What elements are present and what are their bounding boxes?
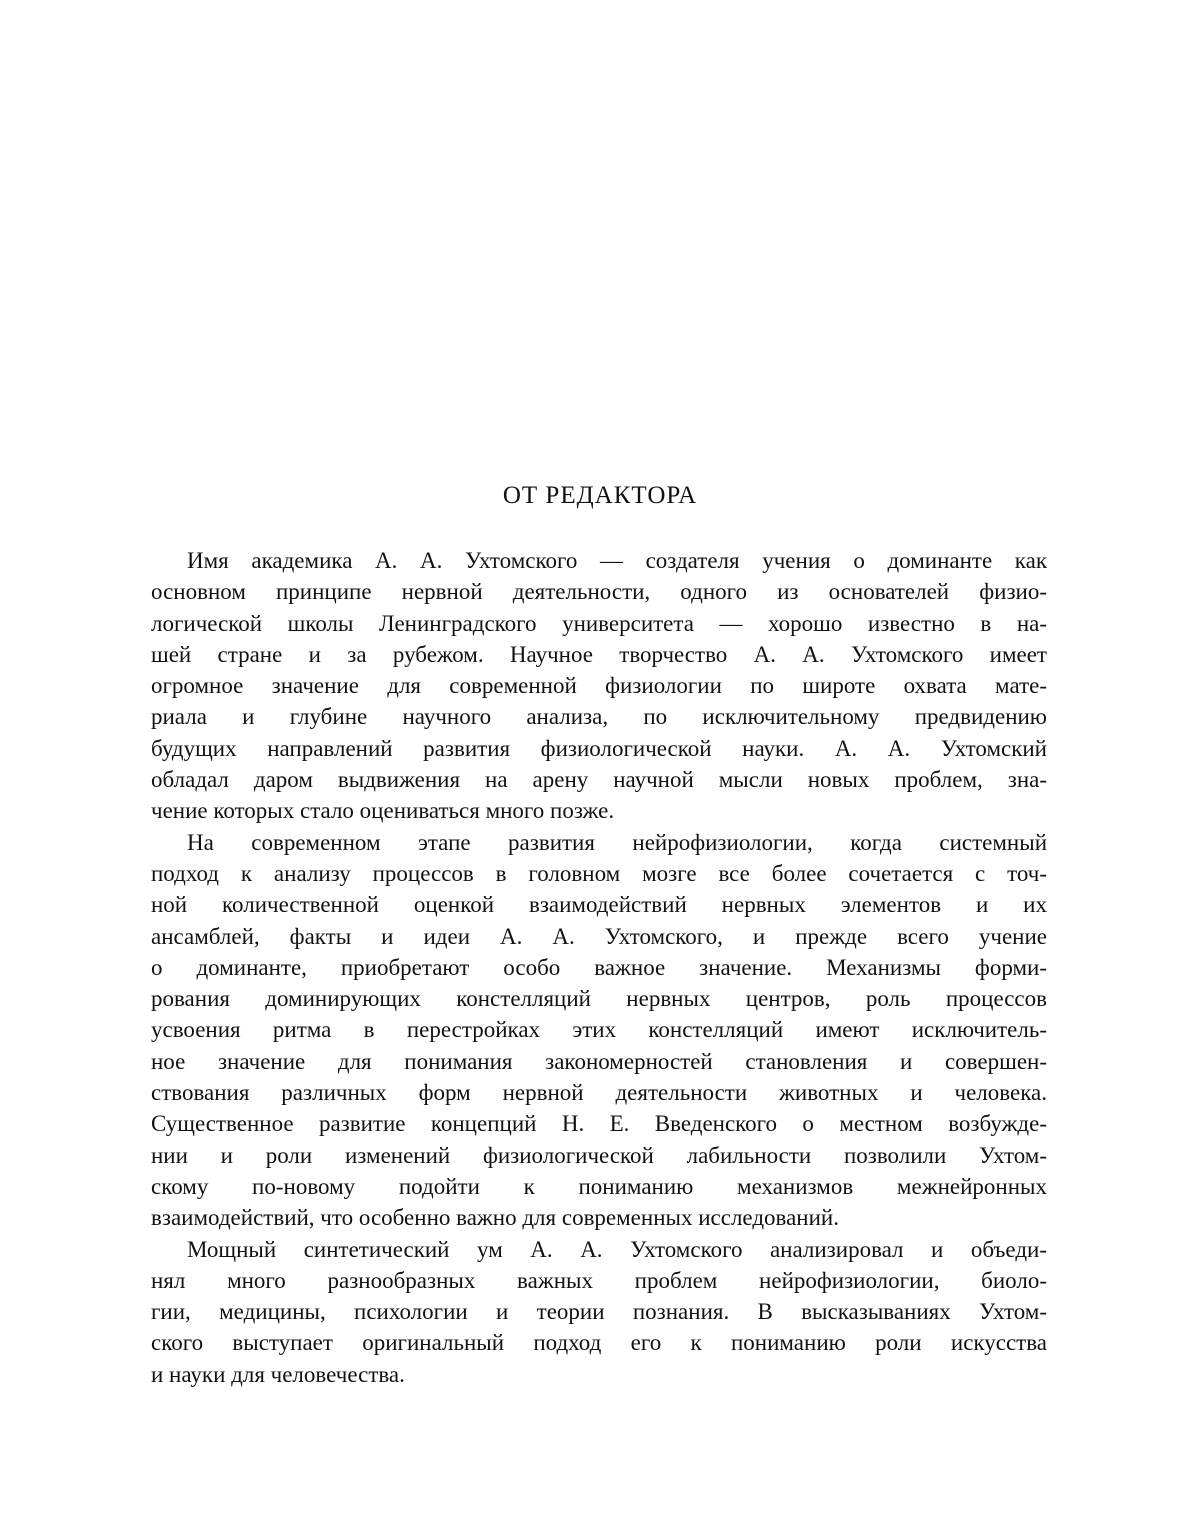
text-line: основном принципе нервной деятельности, одного из основателей физио- [151, 576, 1047, 607]
text-line: огромное значение для современной физиологии по широте охвата мате- [151, 670, 1047, 701]
text-line: ной количественной оценкой взаимодействий нервных элементов и их [151, 889, 1047, 920]
text-line: рования доминирующих констелляций нервных центров, роль процессов [151, 983, 1047, 1014]
text-line: логической школы Ленинградского университета — хорошо известно в на- [151, 608, 1047, 639]
text-line: ского выступает оригинальный подход его к пониманию роли искусства [151, 1327, 1047, 1358]
text-line: будущих направлений развития физиологической науки. А. А. Ухтомский [151, 733, 1047, 764]
text-line: ансамблей, факты и идеи А. А. Ухтомского, и прежде всего учение [151, 921, 1047, 952]
text-line: На современном этапе развития нейрофизиологии, когда системный [151, 827, 1047, 858]
document-page [0, 0, 1200, 1530]
body-text [151, 545, 1047, 1390]
text-line: нял много разнообразных важных проблем нейрофизиологии, биоло- [151, 1265, 1047, 1296]
text-line: подход к анализу процессов в головном мозге все более сочетается с точ- [151, 858, 1047, 889]
text-line: обладал даром выдвижения на арену научной мысли новых проблем, зна- [151, 764, 1047, 795]
text-line: Имя академика А. А. Ухтомского — создателя учения о доминанте как [151, 545, 1047, 576]
text-line: чение которых стало оцениваться много позже. [151, 795, 1047, 826]
text-line: шей стране и за рубежом. Научное творчество А. А. Ухтомского имеет [151, 639, 1047, 670]
paragraph-1 [151, 545, 1047, 827]
paragraph-2 [151, 827, 1047, 1234]
text-line: о доминанте, приобретают особо важное значение. Механизмы форми- [151, 952, 1047, 983]
text-line: ное значение для понимания закономерностей становления и совершен- [151, 1046, 1047, 1077]
text-line: усвоения ритма в перестройках этих констелляций имеют исключитель- [151, 1014, 1047, 1045]
text-line: Существенное развитие концепций Н. Е. Введенского о местном возбужде- [151, 1108, 1047, 1139]
text-line: нии и роли изменений физиологической лабильности позволили Ухтом- [151, 1140, 1047, 1171]
paragraph-3 [151, 1234, 1047, 1390]
text-line: риала и глубине научного анализа, по исключительному предвидению [151, 701, 1047, 732]
text-line: гии, медицины, психологии и теории познания. В высказываниях Ухтом- [151, 1296, 1047, 1327]
page-title: ОТ РЕДАКТОРА [0, 482, 1200, 510]
text-line: взаимодействий, что особенно важно для современных исследований. [151, 1202, 1047, 1233]
text-line: ствования различных форм нервной деятельности животных и человека. [151, 1077, 1047, 1108]
text-line: Мощный синтетический ум А. А. Ухтомского анализировал и объеди- [151, 1234, 1047, 1265]
text-line: и науки для человечества. [151, 1359, 1047, 1390]
text-line: скому по-новому подойти к пониманию механизмов межнейронных [151, 1171, 1047, 1202]
